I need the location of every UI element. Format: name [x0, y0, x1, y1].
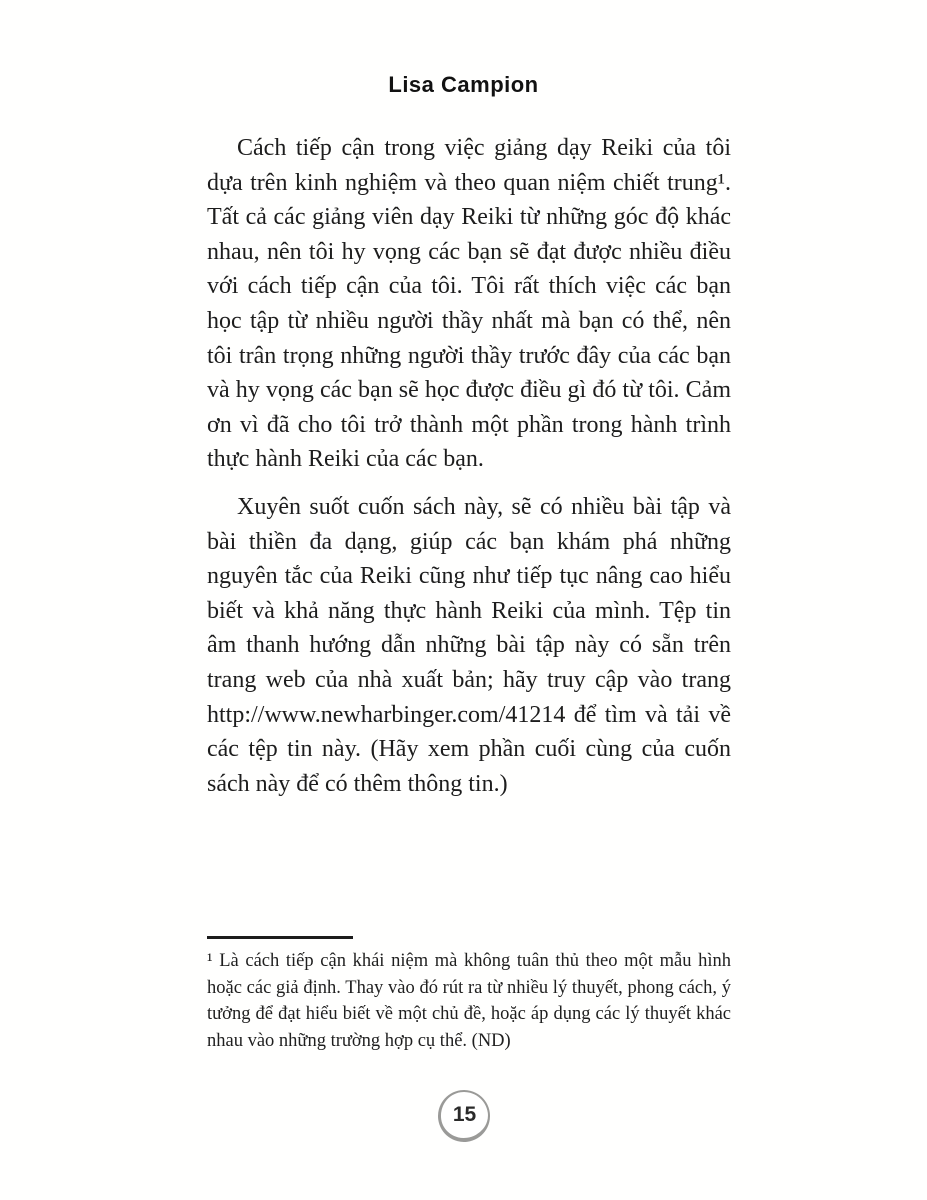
footnote-area [207, 936, 731, 1054]
paragraph-2: Xuyên suốt cuốn sách này, sẽ có nhiều bài tập và bài thiền đa dạng, giúp các bạn khám phá những nguyên tắc của Reiki cũng như tiếp tục nâng cao hiểu biết và khả năng thực hành Reiki của mình. Tệp tin âm thanh hướng dẫn những bài tập này có sẵn trên trang web của nhà xuất bản; hãy truy cập vào trang http://www.newharbinger.com/41214 để tìm và tải về các tệp tin này. (Hãy xem phần cuối cùng của cuốn sách này để có thêm thông tin.) [207, 493, 731, 797]
running-header-author: Lisa Campion [388, 72, 539, 97]
page-number-emblem [434, 1087, 493, 1146]
body-text-block [207, 131, 731, 801]
page-number-area [0, 1090, 927, 1142]
page-number: 15 [452, 1102, 476, 1126]
footnote-divider [207, 936, 353, 939]
footnote-text: ¹ Là cách tiếp cận khái niệm mà không tuân thủ theo một mẫu hình hoặc các giả định. Thay vào đó rút ra từ nhiều lý thuyết, phong cách, ý tưởng để đạt hiểu biết về một chủ đề, hoặc áp dụng các lý thuyết khác nhau vào những trường hợp cụ thể. (ND) [207, 951, 731, 1051]
paragraph-1: Cách tiếp cận trong việc giảng dạy Reiki của tôi dựa trên kinh nghiệm và theo quan niệm chiết trung¹. Tất cả các giảng viên dạy Reiki từ những góc độ khác nhau, nên tôi hy vọng các bạn sẽ đạt được nhiều điều với cách tiếp cận của tôi. Tôi rất thích việc các bạn học tập từ nhiều người thầy nhất mà bạn có thể, nên tôi trân trọng những người thầy trước đây của các bạn và hy vọng các bạn sẽ học được điều gì đó từ tôi. Cảm ơn vì đã cho tôi trở thành một phần trong hành trình thực hành Reiki của các bạn. [207, 135, 731, 473]
